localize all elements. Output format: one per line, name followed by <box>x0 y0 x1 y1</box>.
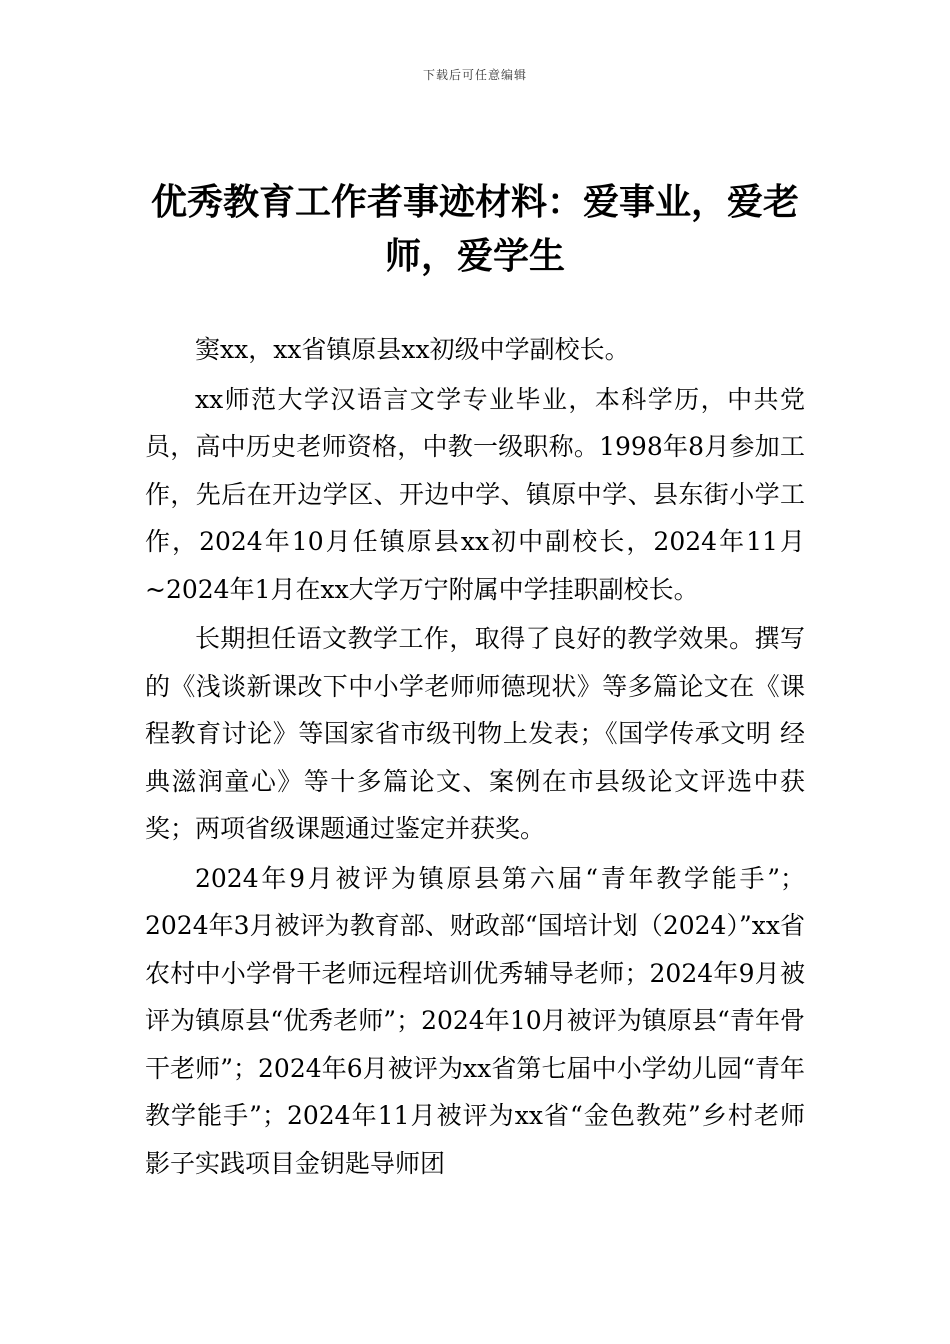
document-body <box>145 326 805 1187</box>
title-line-1: 优秀教育工作者事迹材料：爱事业，爱老 <box>150 182 799 223</box>
paragraph-background: xx师范大学汉语言文学专业毕业，本科学历，中共党员，高中历史老师资格，中教一级职称。1998年8月参加工作，先后在开边学区、开边中学、镇原中学、县东街小学工作，2024年10月任镇原县xx初中副校长，2024年11月~2024年1月在xx大学万宁附属中学挂职副校长。 <box>145 384 805 604</box>
page-header-note: 下载后可任意编辑 <box>422 68 527 82</box>
paragraph-awards: 2024年9月被评为镇原县第六届“青年教学能手”；2024年3月被评为教育部、财政部“国培计划（2024）”xx省农村中小学骨干老师远程培训优秀辅导老师；2024年9月被评为镇原县“优秀老师”；2024年10月被评为镇原县“青年骨干老师”；2024年6月被评为xx省第七届中小学幼儿园“青年教学能手”；2024年11月被评为xx省“金色教苑”乡村老师影子实践项目金钥匙导师团 <box>145 863 805 1178</box>
paragraph-teaching: 长期担任语文教学工作，取得了良好的教学效果。撰写的《浅谈新课改下中小学老师师德现状》等多篇论文在《课程教育讨论》等国家省市级刊物上发表；《国学传承文明 经典滋润童心》等十多篇论文、案例在市县级论文评选中获奖；两项省级课题通过鉴定并获奖。 <box>145 624 805 843</box>
title-line-2: 师，爱学生 <box>384 236 565 277</box>
paragraph-intro: 窦xx，xx省镇原县xx初级中学副校长。 <box>195 335 630 364</box>
document-title <box>150 176 800 284</box>
